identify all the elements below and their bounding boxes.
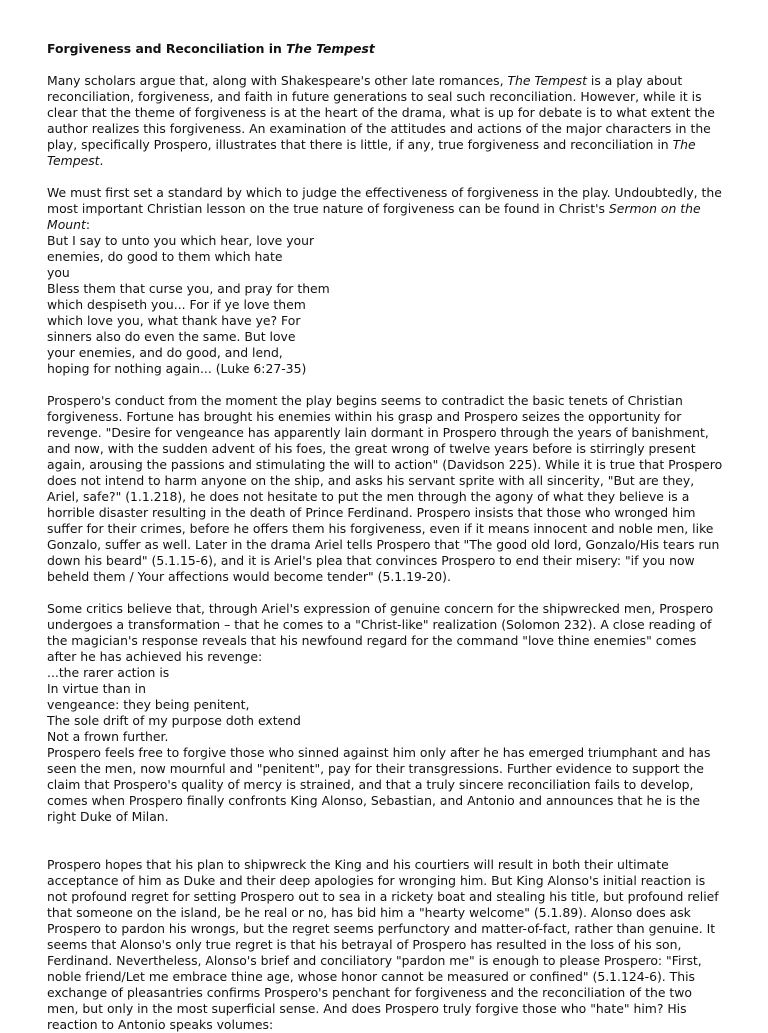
document-title bbox=[47, 41, 727, 57]
quote-tempest bbox=[47, 665, 727, 745]
verse-line: hoping for nothing again... (Luke 6:27-35) bbox=[47, 361, 307, 376]
paragraph-conduct: Prospero's conduct from the moment the play begins seems to contradict the basic tenets of Christian forgiveness. Fortune has brought his enemies within his grasp and Prospero seizes the opportunity for revenge. "Desire for vengeance has apparently lain dormant in Prospero through the years of banishment, and now, with the sudden advent of his foes, the great wrong of twelve years before is stirringly present again, arousing the passions and stimulating the will to action" (Davidson 225). While it is true that Prospero does not intend to harm anyone on the ship, and asks his servant sprite with all sincerity, "But are they, Ariel, safe?" (1.1.218), he does not hesitate to put the men through the agony of what they believe is a horrible disaster resulting in the death of Prince Ferdinand. Prospero insists that those who wronged him suffer for their crimes, before he offers them his forgiveness, even if it means innocent and noble men, like Gonzalo, suffer as well. Later in the drama Ariel tells Prospero that "The good old lord, Gonzalo/His tears run down his beard" (5.1.15-6), and it is Ariel's plea that convinces Prospero to end their misery: "if you now beheld them / Your affections would become tender" (5.1.19-20). bbox=[47, 393, 723, 584]
verse-line: Not a frown further. bbox=[47, 729, 169, 744]
spacer bbox=[47, 585, 727, 601]
verse-line: you bbox=[47, 265, 70, 280]
verse-line: In virtue than in bbox=[47, 681, 146, 696]
paragraph-standard: We must first set a standard by which to judge the effectiveness of forgiveness in the play. Undoubtedly, the most important Christian lesson on the true nature of forgiveness can be found in Christ's Sermon on the Mount: bbox=[47, 185, 722, 232]
spacer bbox=[47, 377, 727, 393]
verse-line: ...the rarer action is bbox=[47, 665, 170, 680]
spacer bbox=[47, 169, 727, 185]
spacer bbox=[47, 825, 727, 857]
verse-line: which despiseth you... For if ye love them bbox=[47, 297, 306, 312]
verse-line: The sole drift of my purpose doth extend bbox=[47, 713, 301, 728]
paragraph-alonso: Prospero hopes that his plan to shipwreck the King and his courtiers will result in both their ultimate acceptance of him as Duke and their deep apologies for wronging him. But King Alonso's initial reaction is not profound regret for setting Prospero out to sea in a rickety boat and stealing his title, but profound relief that someone on the island, be he real or no, has bid him a "hearty welcome" (5.1.89). Alonso does ask Prospero to pardon his wrongs, but the regret seems perfunctory and matter-of-fact, rather than genuine. It seems that Alonso's only true regret is that his betrayal of Prospero has resulted in the loss of his son, Ferdinand. Nevertheless, Alonso's brief and conciliatory "pardon me" is enough to please Prospero: "First, noble friend/Let me embrace thine age, whose honor cannot be measured or confined" (5.1.124-6). This exchange of pleasantries confirms Prospero's penchant for forgiveness and the reconciliation of the two men, but only in the most superficial sense. And does Prospero truly forgive those who "hate" him? His reaction to Antonio speaks volumes: bbox=[47, 857, 719, 1032]
verse-line: your enemies, and do good, and lend, bbox=[47, 345, 283, 360]
verse-line: Bless them that curse you, and pray for them bbox=[47, 281, 330, 296]
verse-line: which love you, what thank have ye? For bbox=[47, 313, 301, 328]
document-page bbox=[47, 41, 727, 1033]
paragraph-critics: Some critics believe that, through Ariel's expression of genuine concern for the shipwrecked men, Prospero undergoes a transformation – that he comes to a "Christ-like" realization (Solomon 232). A close reading of the magician's response reveals that his newfound regard for the command "love thine enemies" comes after he has achieved his revenge: bbox=[47, 601, 714, 664]
title-italic-text: The Tempest bbox=[286, 41, 375, 56]
paragraph-intro: Many scholars argue that, along with Shakespeare's other late romances, The Tempest is a play about reconciliation, forgiveness, and faith in future generations to seal such reconciliation. However, while it is clear that the theme of forgiveness is at the heart of the drama, what is up for debate is to what extent the author realizes this forgiveness. An examination of the attitudes and actions of the major characters in the play, specifically Prospero, illustrates that there is little, if any, true forgiveness and reconciliation in The Tempest. bbox=[47, 73, 715, 168]
verse-line: sinners also do even the same. But love bbox=[47, 329, 296, 344]
paragraph-mercy: Prospero feels free to forgive those who sinned against him only after he has emerged triumphant and has seen the men, now mournful and "penitent", pay for their transgressions. Further evidence to support the claim that Prospero's quality of mercy is strained, and that a truly sincere reconciliation fails to develop, comes when Prospero finally confronts King Alonso, Sebastian, and Antonio and announces that he is the right Duke of Milan. bbox=[47, 745, 711, 824]
quote-luke bbox=[47, 233, 727, 377]
verse-line: vengeance: they being penitent, bbox=[47, 697, 250, 712]
title-text: Forgiveness and Reconciliation in bbox=[47, 41, 287, 56]
verse-line: enemies, do good to them which hate bbox=[47, 249, 283, 264]
verse-line: But I say to unto you which hear, love your bbox=[47, 233, 315, 248]
